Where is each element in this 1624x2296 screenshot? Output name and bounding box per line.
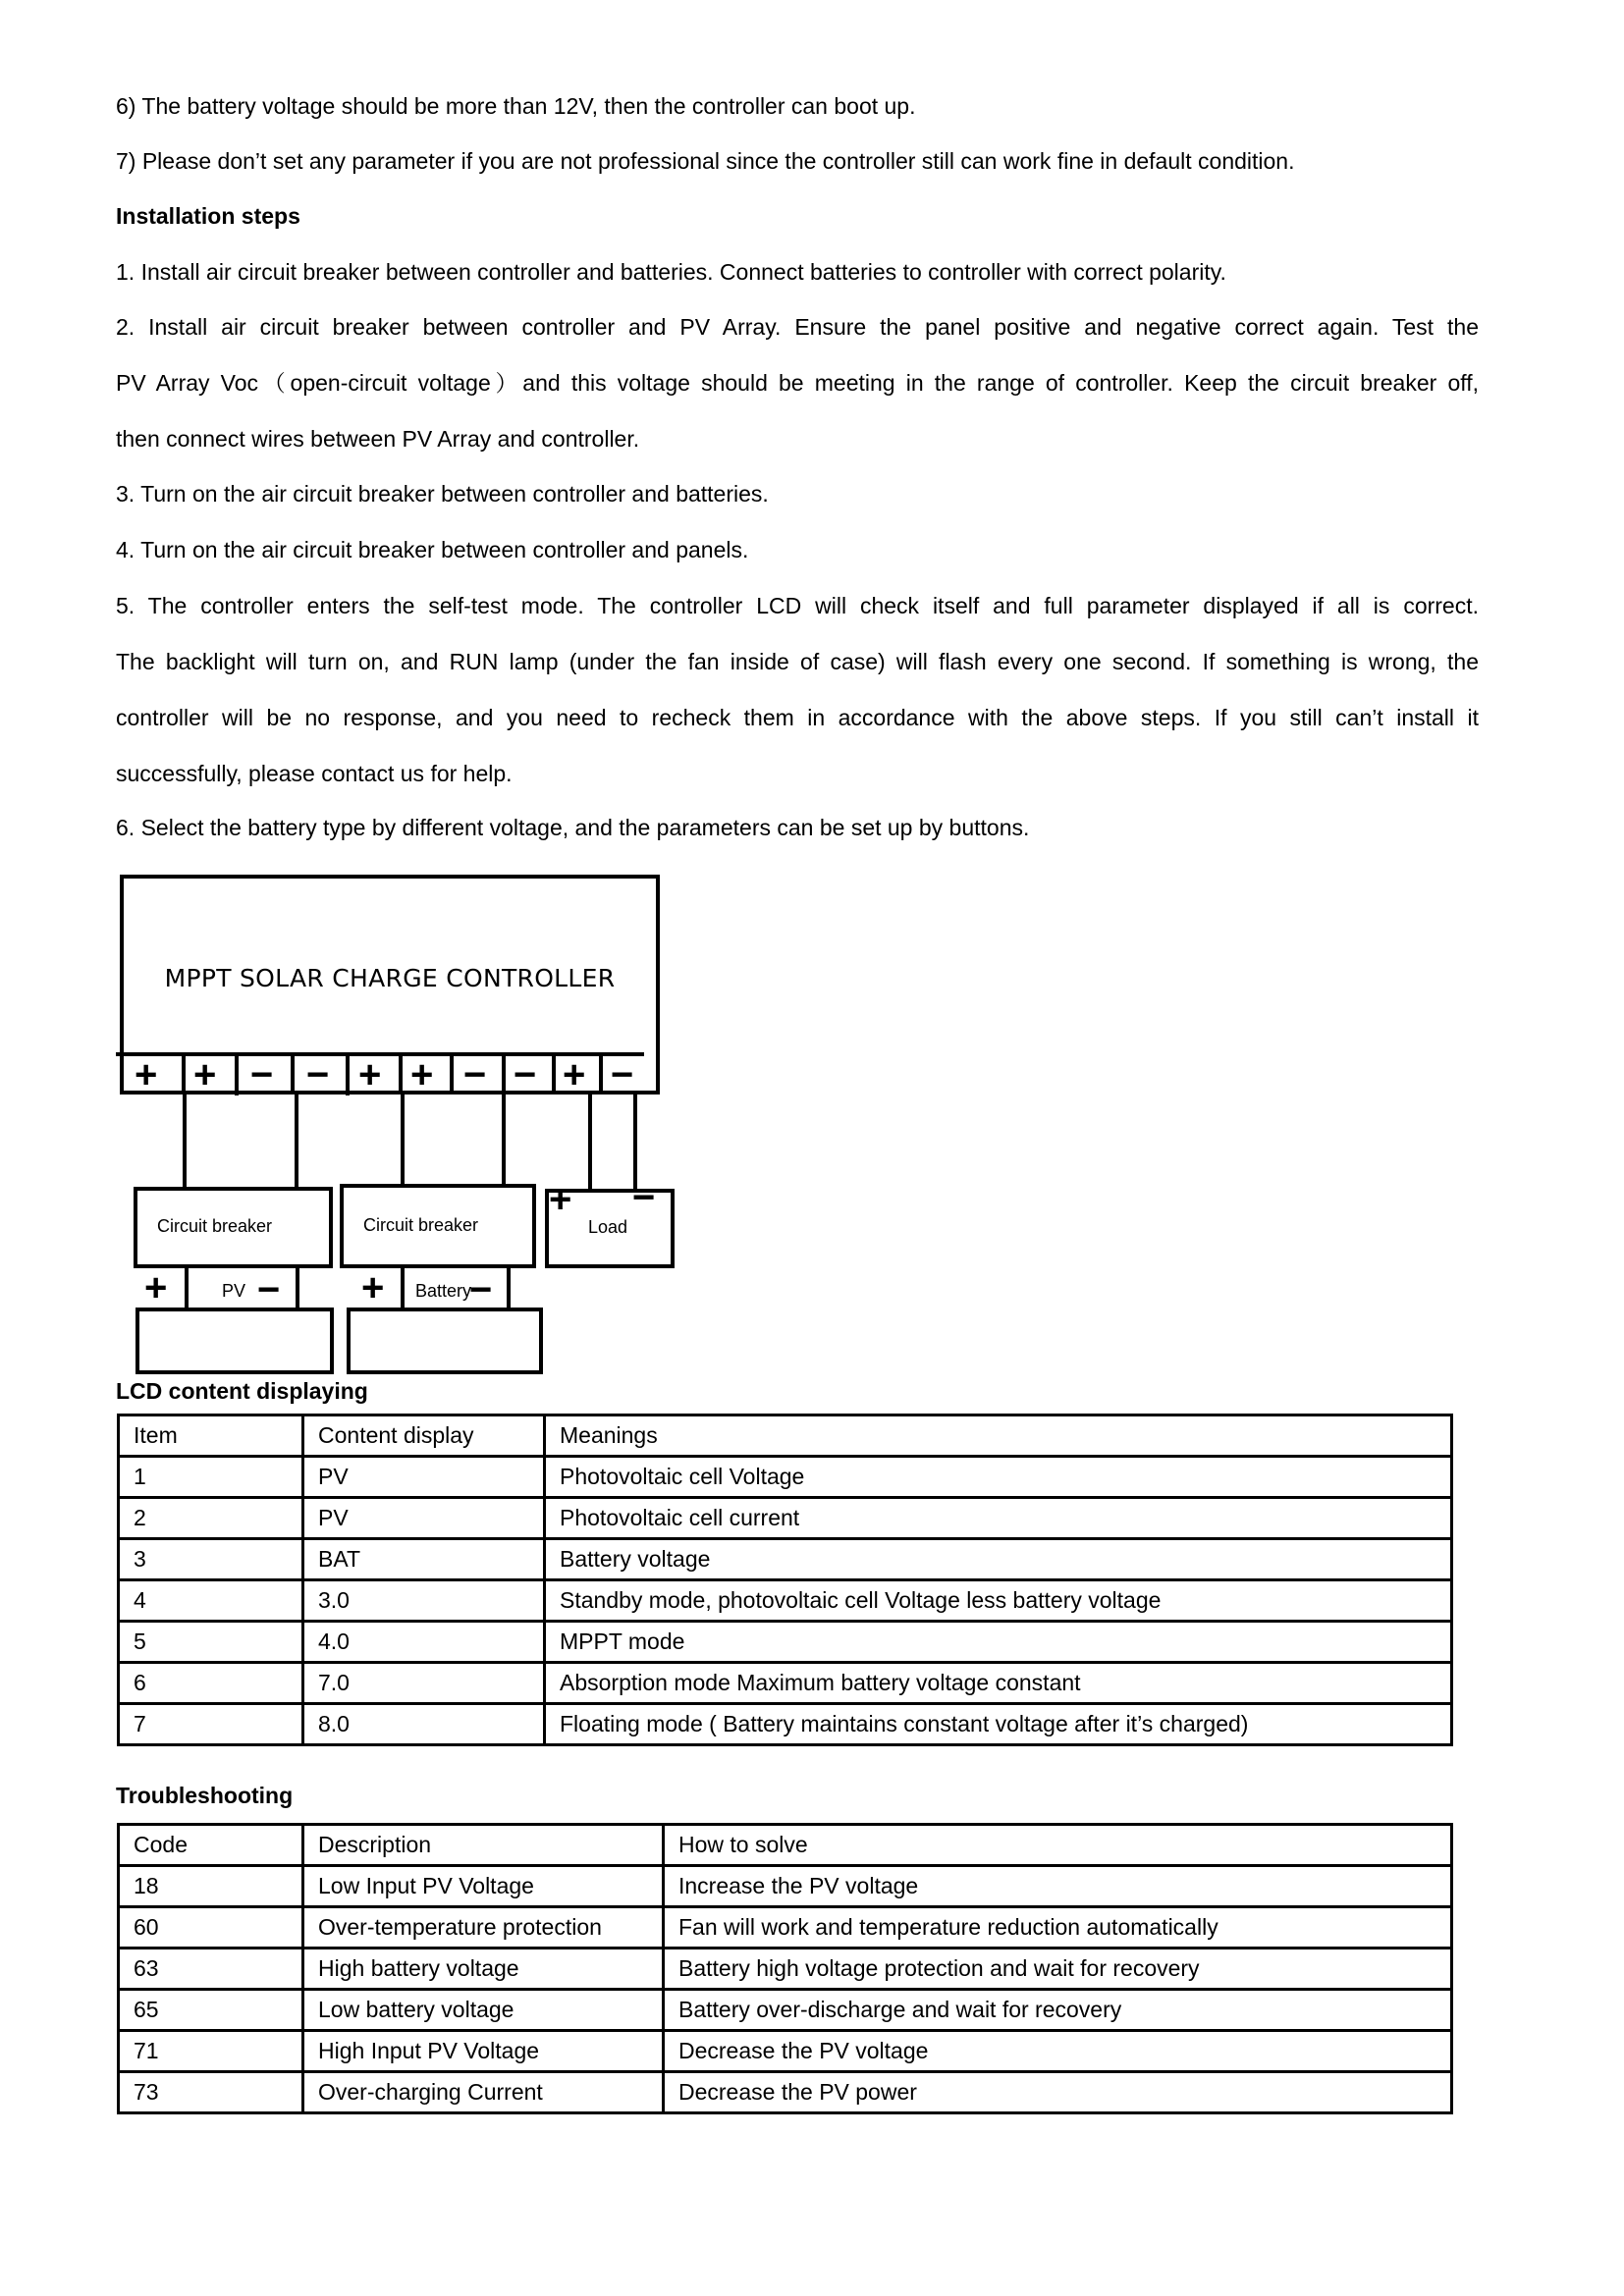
battery-plus-icon: + [361,1266,385,1309]
table-row [119,2072,1452,2113]
step-6: 6. Select the battery type by different voltage, and the parameters can be set up by buttons. [116,815,1030,840]
step-5-line-4: successfully, please contact us for help. [116,761,513,786]
code-cell: 73 [119,2072,303,2113]
terminal-6: + [410,1053,434,1096]
item-cell: 6 [119,1663,303,1704]
load-plus-icon: + [549,1178,572,1221]
installation-steps-heading: Installation steps [116,203,300,229]
controller-label: MPPT SOLAR CHARGE CONTROLLER [164,964,616,992]
battery-circuit-breaker-label: Circuit breaker [363,1215,479,1235]
meaning-cell: Battery voltage [545,1539,1452,1580]
table-row [119,1580,1452,1622]
meaning-cell: Floating mode ( Battery maintains constant voltage after it’s charged) [545,1704,1452,1745]
display-cell: PV [303,1457,545,1498]
description-cell: Low Input PV Voltage [303,1866,664,1907]
step-5-line-1: 5. The controller enters the self-test mode. The controller LCD will check itself and full parameter displayed if all is correct. [116,593,1479,618]
table-row [119,1622,1452,1663]
meaning-cell: Absorption mode Maximum battery voltage constant [545,1663,1452,1704]
table-row [119,2031,1452,2072]
terminal-5: + [358,1053,382,1096]
note-6: 6) The battery voltage should be more than 12V, then the controller can boot up. [116,93,916,119]
note-7: 7) Please don’t set any parameter if you are not professional since the controller still can work fine in default condition. [116,148,1295,174]
table-header-row [119,1415,1452,1457]
column-header: Code [119,1825,303,1866]
terminal-7: − [463,1053,487,1096]
troubleshooting-table [117,1823,1453,2114]
display-cell: 8.0 [303,1704,545,1745]
code-cell: 18 [119,1866,303,1907]
description-cell: Over-temperature protection [303,1907,664,1949]
code-cell: 63 [119,1949,303,1990]
column-header: Content display [303,1415,545,1457]
table-header-row [119,1825,1452,1866]
lcd-content-heading: LCD content displaying [116,1378,368,1404]
step-2-line-2: PV Array Voc（open-circuit voltage）and this voltage should be meeting in the range of controller. Keep the circuit breaker off, [116,370,1479,396]
pv-circuit-breaker-label: Circuit breaker [157,1216,273,1236]
solution-cell: Fan will work and temperature reduction automatically [664,1907,1452,1949]
terminal-8: − [514,1053,537,1096]
table-row [119,1990,1452,2031]
display-cell: BAT [303,1539,545,1580]
terminal-1: + [135,1053,158,1096]
table-row [119,1539,1452,1580]
item-cell: 5 [119,1622,303,1663]
pv-label: PV [222,1281,246,1301]
step-1: 1. Install air circuit breaker between controller and batteries. Connect batteries to controller with correct polarity. [116,259,1226,285]
meaning-cell: MPPT mode [545,1622,1452,1663]
item-cell: 7 [119,1704,303,1745]
meaning-cell: Standby mode, photovoltaic cell Voltage less battery voltage [545,1580,1452,1622]
description-cell: High Input PV Voltage [303,2031,664,2072]
load-minus-icon: − [632,1176,656,1219]
table-row [119,1949,1452,1990]
description-cell: High battery voltage [303,1949,664,1990]
column-header: How to solve [664,1825,1452,1866]
display-cell: 4.0 [303,1622,545,1663]
table-row [119,1457,1452,1498]
terminal-4: − [306,1053,330,1096]
step-3: 3. Turn on the air circuit breaker between controller and batteries. [116,481,769,507]
pv-plus-icon: + [144,1266,168,1309]
meaning-cell: Photovoltaic cell current [545,1498,1452,1539]
display-cell: 7.0 [303,1663,545,1704]
description-cell: Over-charging Current [303,2072,664,2113]
table-row [119,1866,1452,1907]
table-row [119,1907,1452,1949]
display-cell: 3.0 [303,1580,545,1622]
column-header: Meanings [545,1415,1452,1457]
table-row [119,1704,1452,1745]
solution-cell: Decrease the PV power [664,2072,1452,2113]
item-cell: 4 [119,1580,303,1622]
solution-cell: Battery high voltage protection and wait for recovery [664,1949,1452,1990]
code-cell: 60 [119,1907,303,1949]
solution-cell: Decrease the PV voltage [664,2031,1452,2072]
code-cell: 71 [119,2031,303,2072]
column-header: Description [303,1825,664,1866]
description-cell: Low battery voltage [303,1990,664,2031]
battery-label: Battery [415,1281,472,1301]
pv-minus-icon: − [257,1268,281,1311]
step-5-line-2: The backlight will turn on, and RUN lamp (under the fan inside of case) will flash every one second. If something is wrong, the [116,649,1479,674]
table-row [119,1498,1452,1539]
load-label: Load [588,1217,628,1237]
solution-cell: Increase the PV voltage [664,1866,1452,1907]
battery-minus-icon: − [469,1268,493,1311]
step-2-line-1: 2. Install air circuit breaker between controller and PV Array. Ensure the panel positive and negative correct again. Test the [116,314,1479,340]
column-header: Item [119,1415,303,1457]
meaning-cell: Photovoltaic cell Voltage [545,1457,1452,1498]
item-cell: 2 [119,1498,303,1539]
step-4: 4. Turn on the air circuit breaker between controller and panels. [116,537,749,562]
terminal-3: − [250,1053,274,1096]
code-cell: 65 [119,1990,303,2031]
lcd-content-table [117,1414,1453,1746]
step-5-line-3: controller will be no response, and you need to recheck them in accordance with the above steps. If you still can’t install it [116,705,1479,730]
troubleshooting-heading: Troubleshooting [116,1783,294,1808]
terminal-9: + [563,1053,586,1096]
display-cell: PV [303,1498,545,1539]
table-row [119,1663,1452,1704]
solution-cell: Battery over-discharge and wait for recovery [664,1990,1452,2031]
step-2-line-3: then connect wires between PV Array and controller. [116,426,640,452]
terminal-2: + [193,1053,217,1096]
item-cell: 1 [119,1457,303,1498]
item-cell: 3 [119,1539,303,1580]
terminal-10: − [611,1053,634,1096]
